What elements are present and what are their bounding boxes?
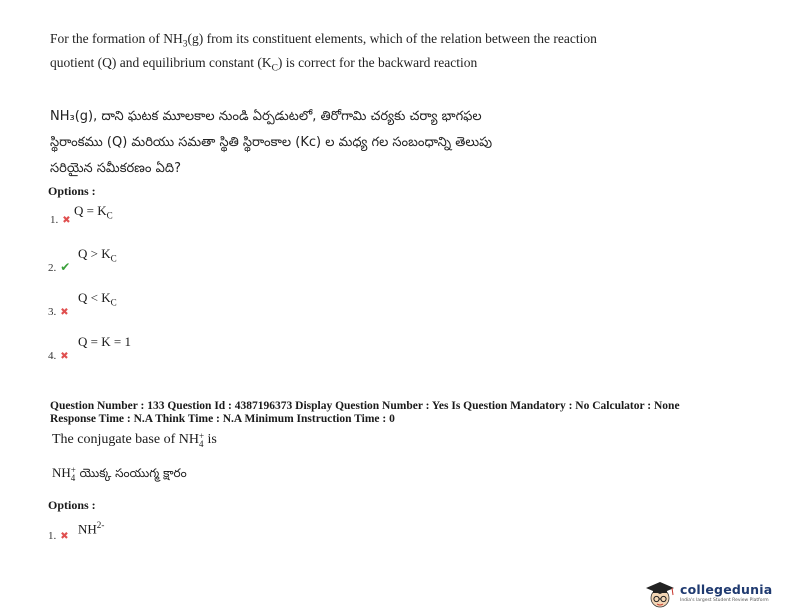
option-number: 1. [48,530,57,542]
question-meta-line: Response Time : N.A Think Time : N.A Minimum Instruction Time : 0 [50,413,395,425]
question2-text-en: The conjugate base of NH + 4 is [52,431,217,449]
question1-option-2[interactable] [48,258,70,276]
question1-te-line: స్థిరాంకము (Q) మరియు సమతా స్థితి స్థిరాంకాల (Kc) ల మధ్య గల సంబంధాన్ని తెలుపు [50,135,493,150]
graduate-mascot-icon [640,578,680,610]
cross-icon: ✖ [60,307,69,318]
cross-icon: ✖ [60,351,69,362]
question1-option-2-text: $Q > K_C$ [78,246,117,264]
question2-text-te: NH + 4 యొక్క సంయుగ్మ క్షారం [52,465,187,484]
option-number: 4. [48,350,57,362]
question1-option-4-text: Q = K = 1 [78,334,131,349]
question1-option-3-text: $Q < K_C$ [78,290,117,308]
question1-options-label: Options : [48,184,96,198]
question1-option-1[interactable] [50,210,71,228]
cross-icon: ✖ [60,531,69,542]
question-meta [50,400,750,426]
check-icon: ✔ [60,260,71,274]
question2-option-1[interactable] [48,526,69,544]
collegedunia-logo: collegedunia [680,582,773,597]
question1-option-4[interactable] [48,346,69,364]
question1-te-line: సరియైన సమీకరణం ఏది? [50,161,181,176]
collegedunia-tagline: India's largest Student Review Platform [680,598,769,603]
cross-icon: ✖ [62,215,71,226]
question1-option-1-text: $Q = K_C$ [74,203,113,221]
question1-text-en: For the formation of $NH_3(g)$ from its constituent elements, which of the relation between the reaction quotient (Q) and equilibrium constant $(K_C)$ is correct for the backward reaction [50,31,597,74]
option-number: 2. [48,262,57,274]
question1-option-3[interactable] [48,302,69,320]
question-meta-line: Question Number : 133 Question Id : 4387196373 Display Question Number : Yes Is Question Mandatory : No Calculator : None [50,400,680,412]
option-number: 3. [48,306,57,318]
option-number: 1. [50,214,59,226]
question1-te-line: NH₃(g), దాని ఘటక మూలకాల నుండి ఏర్పడుటలో, తిరోగామి చర్యకు చర్యా భాగఫల [50,109,482,124]
question1-text-te [50,104,610,182]
question2-options-label: Options : [48,498,96,512]
question2-option-1-text: $NH^{2-}$ [78,520,105,537]
